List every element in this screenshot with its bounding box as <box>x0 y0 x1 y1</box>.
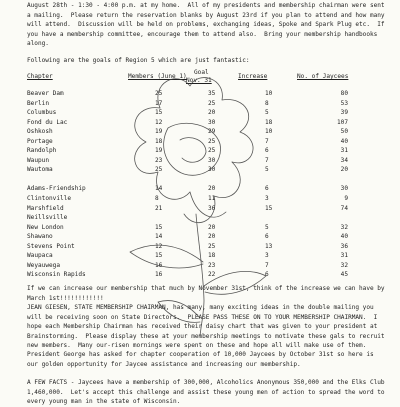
table-row <box>27 213 387 223</box>
cell-goal: 35 <box>208 90 216 97</box>
cell-goal: 20 <box>208 233 216 241</box>
cell-chapter: Portage <box>27 137 53 145</box>
cell-increase: 6 <box>265 185 269 193</box>
table-row <box>27 242 387 252</box>
cell-june: 19 <box>155 147 163 155</box>
cell-june: 16 <box>155 271 163 279</box>
cell-jaycees: 20 <box>340 166 348 174</box>
cell-increase: 18 <box>265 118 273 126</box>
cell-jaycees: 80 <box>340 90 348 97</box>
table-row <box>27 251 387 261</box>
cell-chapter: Fond du Lac <box>27 118 68 126</box>
cell-june: 19 <box>155 128 163 136</box>
cell-increase: 8 <box>265 99 269 107</box>
cell-jaycees: 36 <box>340 242 348 250</box>
cell-chapter: Weyauwega <box>27 261 61 269</box>
header-goal-line1: Goal <box>194 69 209 76</box>
goals-table <box>27 89 387 280</box>
table-row <box>27 99 387 109</box>
cell-goal: 30 <box>208 118 216 126</box>
cell-jaycees: 31 <box>340 147 348 155</box>
cell-goal: 18 <box>208 252 216 260</box>
goals-intro: Following are the goals of Region 5 which are just fantastic: <box>27 57 250 64</box>
cell-jaycees: 50 <box>340 128 348 136</box>
intro-paragraph: August 28th - 1:30 - 4:00 p.m. at my home. All of my presidents and membership chairman were sent a mailing. Please return the reservation blanks by August 23rd if you plan to attend and how many will attend. Discussion will be held on problems, exchanging ideas, Spoke and Spark Plug etc. If you have a membership committee, encourage them to attend also. Bring your membership handbooks along. <box>27 2 389 48</box>
president-paragraph: President George has asked for chapter cooperation of 10,000 Jaycees by October 31st so here is our golden opportunity for Jaycee assistance and increasing our membership. <box>27 351 378 368</box>
table-row <box>27 127 387 137</box>
table-row <box>27 156 387 166</box>
cell-jaycees: 32 <box>340 261 348 269</box>
cell-chapter: Beaver Dam <box>27 90 64 97</box>
table-row <box>27 232 387 242</box>
cell-increase: 6 <box>265 271 269 279</box>
cell-chapter: Marshfield <box>27 204 64 212</box>
cell-increase: 5 <box>265 223 269 231</box>
cell-chapter: Stevens Point <box>27 242 75 250</box>
cell-chapter: Wisconsin Rapids <box>27 271 86 279</box>
cell-increase: 7 <box>265 156 269 164</box>
cell-goal: 20 <box>208 109 216 117</box>
cell-chapter: Randolph <box>27 147 57 155</box>
table-row <box>27 194 387 204</box>
table-row <box>27 184 387 194</box>
header-goal-line2: Nov. 31 <box>186 77 212 84</box>
cell-chapter: Neillsville <box>27 214 68 222</box>
cell-june: 15 <box>155 223 163 231</box>
cell-june: 8 <box>155 195 159 203</box>
table-row <box>27 223 387 233</box>
cell-june: 15 <box>155 252 163 260</box>
table-row <box>27 261 387 271</box>
cell-june: 25 <box>155 90 163 97</box>
cell-goal: 25 <box>208 137 216 145</box>
cell-june: 14 <box>155 185 163 193</box>
cell-goal: 11 <box>208 195 216 203</box>
cell-june: 21 <box>155 204 163 212</box>
cell-goal: 23 <box>208 261 216 269</box>
cell-chapter: New London <box>27 223 64 231</box>
cell-june: 23 <box>155 156 163 164</box>
cell-chapter: Clintonville <box>27 195 72 203</box>
cell-goal: 30 <box>208 166 216 174</box>
cell-chapter: Oshkosh <box>27 128 53 136</box>
cell-jaycees: 34 <box>340 156 348 164</box>
cell-jaycees: 74 <box>340 204 348 212</box>
increase-paragraph: If we can increase our membership that much by November 31st, think of the increase we can have by March 1st!!!!!!!!!!!! <box>27 285 389 302</box>
header-increase: Increase <box>238 73 268 80</box>
cell-jaycees: 40 <box>340 233 348 241</box>
cell-increase: 3 <box>265 252 269 260</box>
cell-goal: 30 <box>208 156 216 164</box>
cell-goal: 36 <box>208 204 216 212</box>
cell-increase: 13 <box>265 242 273 250</box>
cell-jaycees: 40 <box>340 137 348 145</box>
cell-jaycees: 30 <box>340 185 348 193</box>
table-row <box>27 165 387 175</box>
table-row <box>27 270 387 280</box>
cell-increase: 7 <box>265 261 269 269</box>
cell-june: 17 <box>155 99 163 107</box>
cell-june: 16 <box>155 261 163 269</box>
cell-increase: 7 <box>265 137 269 145</box>
cell-increase: 6 <box>265 147 269 155</box>
cell-june: 15 <box>155 109 163 117</box>
cell-june: 12 <box>155 118 163 126</box>
cell-june: 14 <box>155 233 163 241</box>
cell-goal: 29 <box>208 128 216 136</box>
cell-increase: 10 <box>265 90 273 97</box>
cell-chapter: Waupaca <box>27 252 53 260</box>
membership-chairman-paragraph: JEAN GIESEN, STATE MEMBERSHIP CHAIRMAN, has many, many exciting ideas in the double mailing you will be receiving soon on State Directors. PLEASE PASS THESE ON TO YOUR MEMBERSHIP CHAIRMAN. I hope each Membership Chairman has received their daisy chart that was given to your president at Brainstorming. Please display these at your membership meetings to motivate these gals to recruit new members. Many our-risen mornings were spent on these and hope all will make use of them. <box>27 304 389 350</box>
cell-chapter: Columbus <box>27 109 57 117</box>
table-row <box>27 89 387 99</box>
cell-chapter: Adams-Friendship <box>27 185 86 193</box>
cell-jaycees: 32 <box>340 223 348 231</box>
cell-chapter: Waupun <box>27 156 50 164</box>
cell-jaycees: 31 <box>340 252 348 260</box>
table-group-2 <box>27 184 387 279</box>
cell-goal: 22 <box>208 271 216 279</box>
cell-increase: 10 <box>265 128 273 136</box>
cell-goal: 20 <box>208 223 216 231</box>
cell-jaycees: 39 <box>340 109 348 117</box>
header-chapter: Chapter <box>27 73 53 80</box>
cell-increase: 15 <box>265 204 273 212</box>
header-members-june: Members (June 1) <box>128 73 187 80</box>
cell-jaycees: 53 <box>340 99 348 107</box>
cell-june: 25 <box>155 166 163 174</box>
cell-increase: 5 <box>265 166 269 174</box>
cell-chapter: Wautoma <box>27 166 53 174</box>
cell-goal: 25 <box>208 242 216 250</box>
cell-june: 18 <box>155 137 163 145</box>
table-group-gap <box>27 175 387 185</box>
cell-goal: 20 <box>208 185 216 193</box>
table-row <box>27 204 387 214</box>
cell-goal: 25 <box>208 147 216 155</box>
cell-jaycees: 9 <box>344 195 348 203</box>
table-row <box>27 137 387 147</box>
cell-chapter: Shawano <box>27 233 53 241</box>
table-row <box>27 108 387 118</box>
header-no-jaycees: No. of Jaycees <box>297 73 349 80</box>
cell-increase: 3 <box>265 195 269 203</box>
cell-jaycees: 45 <box>340 271 348 279</box>
table-row <box>27 146 387 156</box>
cell-goal: 25 <box>208 99 216 107</box>
cell-increase: 6 <box>265 233 269 241</box>
cell-increase: 5 <box>265 109 269 117</box>
table-row <box>27 118 387 128</box>
cell-june: 12 <box>155 242 163 250</box>
facts-paragraph: A FEW FACTS - Jaycees have a membership of 300,000, Alcoholics Anonymous 350,000 and the Elks Club 1,460,000. Let's accept this challenge and assist these young men of action to spread the word to every young man in the state of Wisconsin. <box>27 379 389 406</box>
cell-chapter: Berlin <box>27 99 50 107</box>
table-group-1 <box>27 89 387 175</box>
cell-jaycees: 107 <box>336 118 348 126</box>
